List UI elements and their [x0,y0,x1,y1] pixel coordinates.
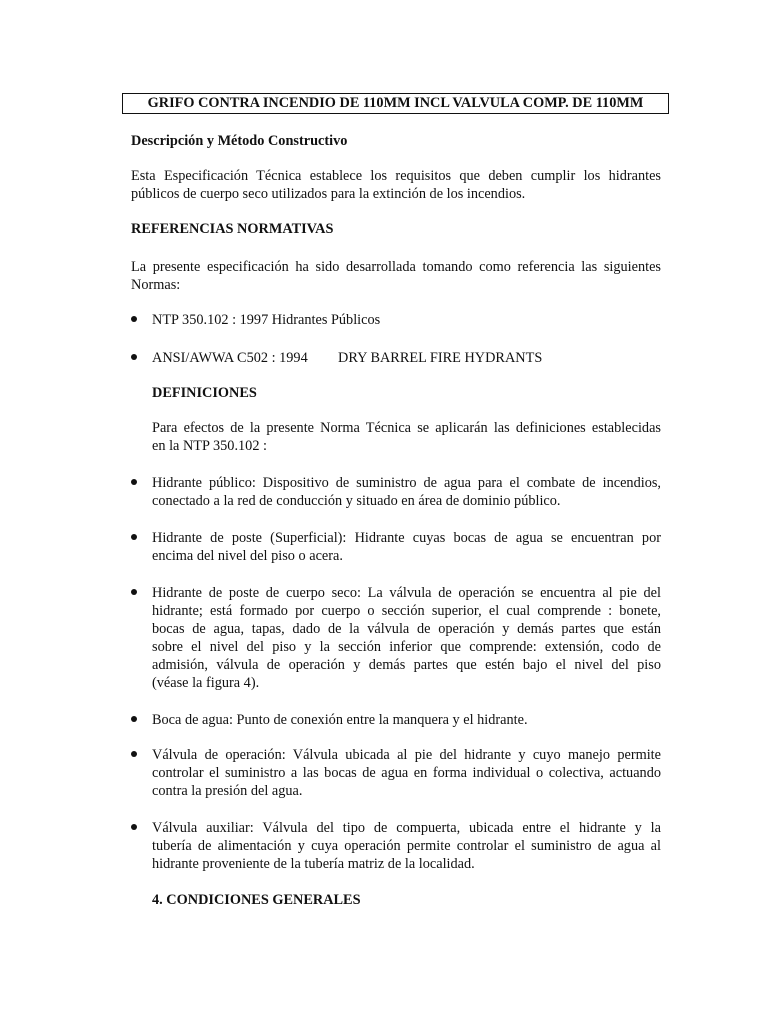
definitions-intro-line-2: en la NTP 350.102 : [152,438,268,454]
definition-item-2-line-2: encima del nivel del piso o acera. [152,548,343,564]
description-line-1: Esta Especificación Técnica establece los requisitos que deben cumplir los hidrantes [131,168,661,184]
section-heading-references: REFERENCIAS NORMATIVAS [131,221,334,237]
bullet-icon [131,589,137,595]
definitions-intro-line-1: Para efectos de la presente Norma Técnica se aplicarán las definiciones establecidas [152,420,661,436]
definition-item-6-line-3: hidrante proveniente de la tubería matriz de la localidad. [152,856,475,872]
bullet-icon [131,316,137,322]
definition-item-6-line-1: Válvula auxiliar: Válvula del tipo de compuerta, ubicada entre el hidrante y la [152,820,661,836]
document-title: GRIFO CONTRA INCENDIO DE 110MM INCL VALVULA COMP. DE 110MM [122,93,669,114]
definition-item-1-line-1: Hidrante público: Dispositivo de suministro de agua para el combate de incendios, [152,475,661,491]
bullet-icon [131,534,137,540]
definition-item-6-line-2: tubería de alimentación y cuya operación permite controlar el suministro de agua al [152,838,661,854]
bullet-icon [131,716,137,722]
references-line-2: Normas: [131,277,181,293]
definition-item-5-line-1: Válvula de operación: Válvula ubicada al pie del hidrante y cuyo manejo permite [152,747,661,763]
bullet-icon [131,751,137,757]
bullet-icon [131,479,137,485]
reference-item-ansi-code: ANSI/AWWA C502 : 1994 [152,350,308,366]
definition-item-3-line-2: hidrante; está formado por cuerpo o sección superior, el cual comprende : bonete, [152,603,661,619]
section-heading-description: Descripción y Método Constructivo [131,133,348,149]
reference-item-ntp: NTP 350.102 : 1997 Hidrantes Públicos [152,312,381,328]
definition-item-3-line-4: sobre el nivel del piso y la sección inferior que comprende: extensión, codo de [152,639,661,655]
section-heading-definitions: DEFINICIONES [152,385,257,401]
definition-item-3-line-5: admisión, válvula de operación y demás partes que estén bajo el nivel del piso [152,657,661,673]
definition-item-5-line-3: contra la presión del agua. [152,783,303,799]
definition-item-3-line-6: (véase la figura 4). [152,675,260,691]
definition-item-3-line-3: bocas de agua, tapas, dado de la válvula de operación y demás partes que están [152,621,661,637]
section-heading-general-conditions: 4. CONDICIONES GENERALES [152,892,361,908]
definition-item-3-line-1: Hidrante de poste de cuerpo seco: La válvula de operación se encuentra al pie del [152,585,661,601]
definition-item-1-line-2: conectado a la red de conducción y situado en área de dominio público. [152,493,561,509]
bullet-icon [131,354,137,360]
definition-item-5-line-2: controlar el suministro a las bocas de agua en forma individual o colectiva, actuando [152,765,661,781]
description-line-2: públicos de cuerpo seco utilizados para la extinción de los incendios. [131,186,526,202]
references-line-1: La presente especificación ha sido desarrollada tomando como referencia las siguientes [131,259,661,275]
reference-item-ansi-desc: DRY BARREL FIRE HYDRANTS [338,350,543,366]
definition-item-4-line-1: Boca de agua: Punto de conexión entre la manquera y el hidrante. [152,712,528,728]
definition-item-2-line-1: Hidrante de poste (Superficial): Hidrante cuyas bocas de agua se encuentran por [152,530,661,546]
bullet-icon [131,824,137,830]
